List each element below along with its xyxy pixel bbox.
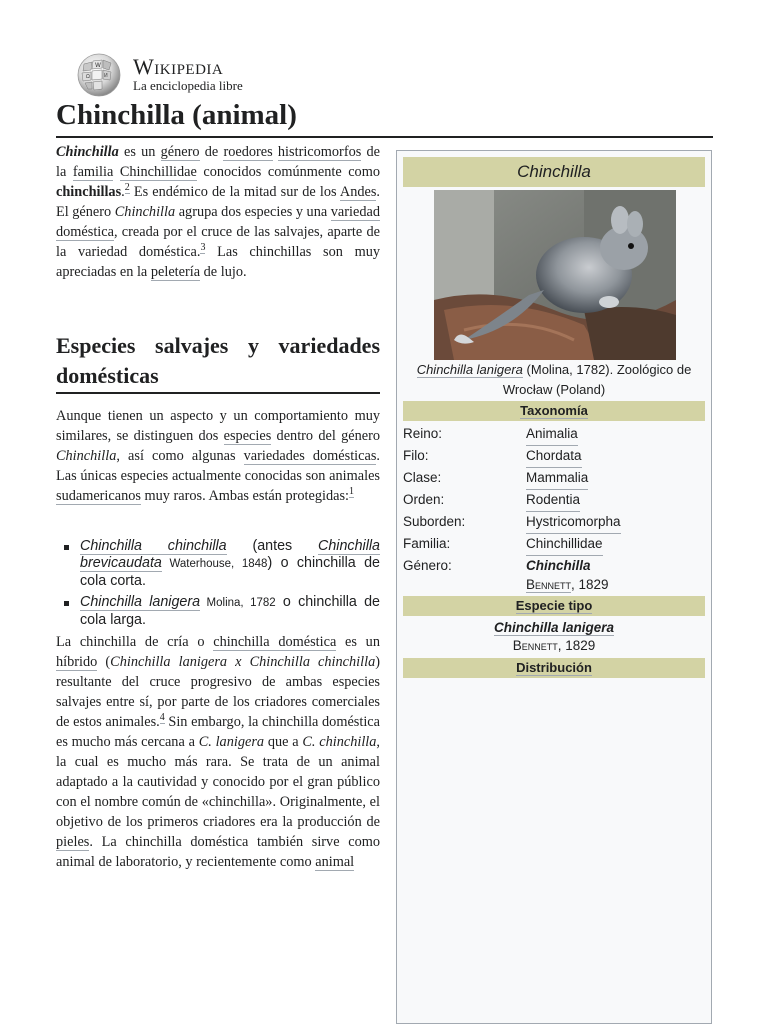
taxon-link[interactable]: Animalia [526, 423, 578, 446]
author-link[interactable]: Bennett [526, 577, 572, 592]
taxonomy-row: Suborden: Hystricomorpha [403, 511, 705, 533]
taxonomy-heading: Taxonomía [403, 401, 705, 421]
genus-value: Chinchilla [526, 558, 591, 573]
species-paragraph: Aunque tienen un aspecto y un comportamiento muy similares, se distinguen dos especies dentro del género Chinchilla, así como algunas variedades domésticas. Las únicas especies actualmente conocidas son animales sudamericanos muy raros. Ambas están protegidas:$^1$ [56, 408, 380, 504]
taxonomy-row: Filo: Chordata [403, 445, 705, 467]
link-especies[interactable]: especies [223, 428, 272, 444]
link-animal[interactable]: animal [315, 854, 355, 870]
type-species-name [403, 618, 705, 638]
wikipedia-globe-logo[interactable] [74, 52, 124, 98]
species-list [56, 538, 380, 633]
intro-term: Chinchilla [56, 144, 119, 160]
link-hibrido[interactable]: híbrido [56, 654, 98, 670]
link-chinchilla-brevicaudata[interactable]: Chinchilla brevicaudata [80, 538, 380, 571]
title-divider [56, 136, 713, 138]
reference-4[interactable]: 4 [159, 712, 165, 724]
link-andes[interactable]: Andes [339, 184, 377, 200]
taxonomy-row: Género: Chinchilla [403, 555, 705, 577]
link-chinchilla-domestica[interactable]: chinchilla doméstica [213, 634, 337, 650]
chinchilla-photo[interactable] [434, 190, 676, 360]
svg-text:И: И [104, 73, 108, 79]
taxon-link[interactable]: Rodentia [526, 489, 580, 512]
type-species-link[interactable]: Chinchilla lanigera [493, 620, 615, 635]
wikipedia-wordmark[interactable]: Wikipedia [133, 54, 224, 79]
taxonomy-rows [403, 423, 705, 577]
photo-caption: Chinchilla lanigera (Molina, 1782). Zoológico de Wrocław (Poland) [416, 362, 692, 397]
section-heading: Especies salvajes y variedades domésticas [56, 333, 380, 388]
link-variedad-domestica[interactable]: variedad doméstica [56, 204, 380, 240]
taxonomy-row: Clase: Mammalia [403, 467, 705, 489]
link-sudamericanos[interactable]: sudamericanos [56, 488, 141, 504]
taxon-link[interactable]: Mammalia [526, 467, 588, 490]
link-chinchilla-chinchilla[interactable]: Chinchilla chinchilla [80, 538, 227, 554]
link-peleteria[interactable]: peletería [150, 264, 201, 280]
list-item: Chinchilla chinchilla (antes Chinchilla brevicaudata Waterhouse, 1848) o chinchilla de cola corta. [56, 538, 380, 590]
taxon-link[interactable]: Chinchillidae [526, 533, 603, 556]
link-histricomorfos[interactable]: histricomorfos [277, 144, 362, 160]
type-species-heading: Especie tipo [403, 596, 705, 616]
section-divider [56, 392, 380, 394]
link-chinchillidae[interactable]: Chinchillidae [119, 164, 197, 180]
taxobox [396, 150, 712, 1024]
link-pieles[interactable]: pieles [56, 834, 90, 850]
reference-3[interactable]: 3 [200, 242, 206, 254]
link-chinchilla-lanigera[interactable]: Chinchilla lanigera [80, 594, 201, 610]
link-roedores[interactable]: roedores [223, 144, 273, 160]
distribution-heading: Distribución [403, 658, 705, 678]
taxonomy-row: Orden: Rodentia [403, 489, 705, 511]
reference-1[interactable]: 1 [349, 486, 355, 498]
taxobox-title: Chinchilla [403, 157, 705, 187]
link-familia[interactable]: familia [72, 164, 114, 180]
taxonomy-row: Familia: Chinchillidae [403, 533, 705, 555]
genus-authority: Bennett, 1829 [526, 577, 609, 592]
taxonomy-row: Reino: Animalia [403, 423, 705, 445]
taxon-link[interactable]: Hystricomorpha [526, 511, 621, 534]
taxon-link[interactable]: Chordata [526, 445, 582, 468]
svg-text:Ω: Ω [86, 74, 90, 80]
caption-species-link[interactable]: Chinchilla lanigera [416, 362, 523, 377]
reference-2[interactable]: 2 [124, 182, 130, 194]
list-item: Chinchilla lanigera Molina, 1782 o chinchilla de cola larga. [56, 594, 380, 629]
page-title: Chinchilla (animal) [56, 99, 297, 131]
type-species-authority: Bennett, 1829 [512, 638, 596, 653]
wikipedia-tagline: La enciclopedia libre [133, 78, 243, 93]
domestic-paragraph: La chinchilla de cría o chinchilla doméstica es un híbrido (Chinchilla lanigera x Chinchilla chinchilla) resultante del cruce progresivo de ambas especies salvajes entre sí, por parte de los criadores comerciales de estos animales.$^4$ Sin embargo, la chinchilla doméstica es mucho más cercana a C. lanigera que a C. chinchilla, la cual es mucho más rara. Se trata de un animal adaptado a la cautividad y conocido por el gran público con el nombre común de «chinchilla». Originalmente, el objetivo de los primeros criadores era la producción de pieles. La chinchilla doméstica también sirve como animal de laboratorio, y recientemente como animal [56, 634, 380, 870]
link-genero[interactable]: género [160, 144, 200, 160]
svg-text:W: W [95, 62, 101, 69]
intro-paragraph: Chinchilla es un género de roedores histricomorfos de la familia Chinchillidae conocidos comúnmente como chinchillas.$^2$ Es endémico de la mitad sur de los Andes. El género Chinchilla agrupa dos especies y una variedad doméstica, creada por el cruce de las salvajes, aparte de la variedad doméstica.$^3$ Las chinchillas son muy apreciadas en la peletería de lujo. [56, 144, 381, 280]
link-variedades-domesticas[interactable]: variedades domésticas [243, 448, 377, 464]
